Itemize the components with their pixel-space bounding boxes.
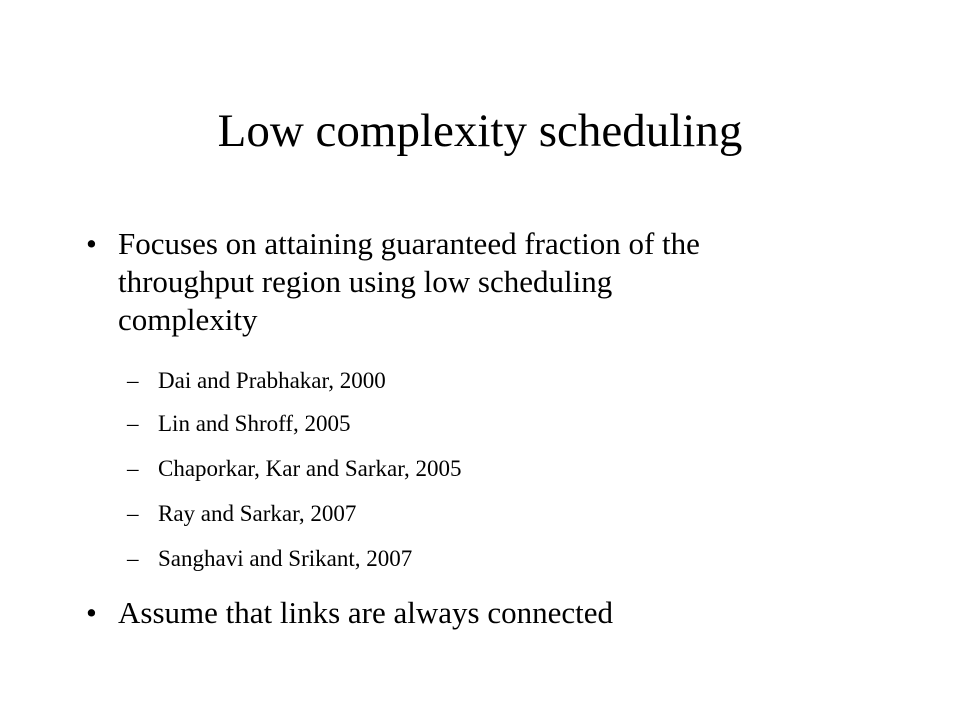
sub-item-marker: –: [127, 368, 139, 393]
sub-item-marker: –: [127, 501, 139, 526]
sub-item-text: Lin and Shroff, 2005: [158, 411, 351, 436]
sub-item-text: Sanghavi and Srikant, 2007: [158, 546, 413, 571]
sub-item-marker: –: [127, 411, 139, 436]
sub-item-text: Chaporkar, Kar and Sarkar, 2005: [158, 456, 462, 481]
bullet-text: Assume that links are always connected: [118, 595, 613, 630]
slide-title: Low complexity scheduling: [217, 105, 743, 157]
bullet-marker: •: [86, 595, 97, 630]
sub-item-text: Ray and Sarkar, 2007: [158, 501, 357, 526]
bullet-text: Focuses on attaining guaranteed fraction of the throughput region using low scheduling complexity: [118, 226, 700, 337]
sub-item-marker: –: [127, 456, 139, 481]
bullet-marker: •: [86, 226, 97, 261]
sub-item-marker: –: [127, 546, 139, 571]
sub-item-text: Dai and Prabhakar, 2000: [158, 368, 386, 393]
